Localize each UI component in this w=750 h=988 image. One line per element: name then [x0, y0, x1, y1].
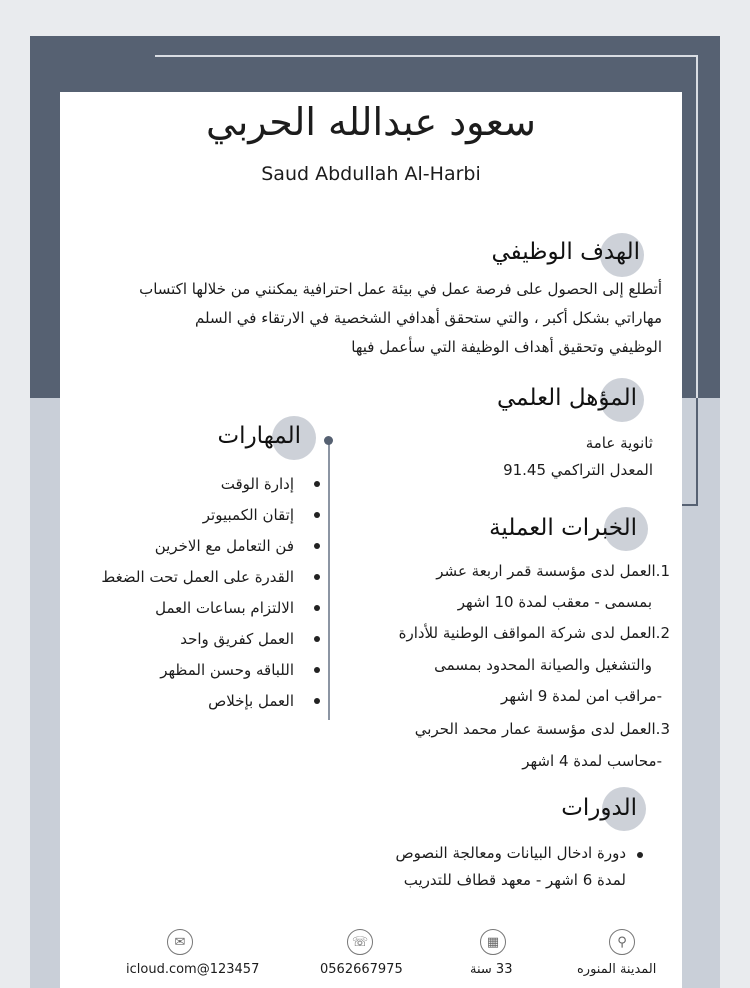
bullet-icon	[314, 512, 320, 518]
experience-title: الخبرات العملية	[489, 515, 637, 541]
skill-item	[150, 625, 330, 656]
skill-item	[150, 532, 330, 563]
objective-title: الهدف الوظيفي	[491, 239, 640, 265]
name-english: Saud Abdullah Al-Harbi	[261, 163, 481, 185]
courses-title: الدورات	[561, 795, 637, 821]
skill-label: فن التعامل مع الاخرين	[154, 537, 294, 555]
location-pin-icon: ⚲	[609, 929, 635, 955]
skill-label: إدارة الوقت	[220, 475, 294, 493]
name-arabic: سعود عبدالله الحربي	[206, 100, 536, 144]
objective-line: مهاراتي بشكل أكبر ، والتي ستحقق أهدافي الشخصية في الارتقاء في السلم	[194, 309, 662, 327]
bullet-icon	[314, 543, 320, 549]
skill-item	[150, 501, 330, 532]
contact-city: المدينة المنوره	[577, 962, 657, 977]
experience-line: 3.العمل لدى مؤسسة عمار محمد الحربي	[414, 720, 670, 738]
experience-line: بمسمى - معقب لمدة 10 اشهر	[457, 593, 652, 611]
experience-line: 1.العمل لدى مؤسسة قمر اربعة عشر	[436, 562, 670, 580]
frame-line	[155, 55, 698, 57]
experience-line: والتشغيل والصيانة المحدود بمسمى	[434, 656, 652, 674]
frame-line	[696, 398, 698, 506]
education-title: المؤهل العلمي	[496, 385, 637, 411]
skill-item	[150, 656, 330, 687]
contact-email[interactable]: icloud.com@123457	[126, 962, 260, 977]
experience-line: -مراقب امن لمدة 9 اشهر	[501, 687, 662, 705]
skills-title: المهارات	[217, 423, 301, 449]
education-degree: ثانوية عامة	[585, 434, 653, 452]
contact-phone[interactable]: 0562667975	[320, 962, 403, 977]
skill-item	[150, 594, 330, 625]
skills-divider-dot	[324, 436, 333, 445]
calendar-icon: ▦	[480, 929, 506, 955]
skill-item	[150, 470, 330, 501]
bullet-icon	[314, 667, 320, 673]
skill-label: القدرة على العمل تحت الضغط	[101, 568, 294, 586]
skills-list	[101, 470, 330, 718]
skill-label: الالتزام بساعات العمل	[155, 599, 294, 617]
skill-label: العمل بإخلاص	[208, 692, 294, 710]
skill-label: العمل كفريق واحد	[180, 630, 294, 648]
experience-line: -محاسب لمدة 4 اشهر	[522, 752, 662, 770]
mail-icon: ✉	[167, 929, 193, 955]
bullet-icon	[314, 605, 320, 611]
contact-age: 33 سنة	[470, 962, 513, 977]
objective-line: أتطلع إلى الحصول على فرصة عمل في بيئة عمل احترافية يمكنني من خلالها اكتساب	[139, 280, 662, 298]
skill-item	[101, 563, 330, 594]
course-line: لمدة 6 اشهر - معهد قطاف للتدريب	[403, 871, 626, 889]
phone-icon: ☏	[347, 929, 373, 955]
frame-line	[682, 504, 698, 506]
bullet-icon	[314, 574, 320, 580]
bullet-icon	[637, 852, 643, 858]
bullet-icon	[314, 698, 320, 704]
bullet-icon	[314, 481, 320, 487]
education-gpa: المعدل التراكمي 91.45	[503, 461, 653, 479]
experience-line: 2.العمل لدى شركة المواقف الوطنية للأدارة	[398, 624, 670, 642]
bullet-icon	[314, 636, 320, 642]
skill-label: اللباقه وحسن المظهر	[160, 661, 294, 679]
objective-line: الوظيفي وتحقيق أهداف الوظيفة التي سأعمل فيها	[351, 338, 662, 356]
course-line: دورة ادخال البيانات ومعالجة النصوص	[395, 844, 626, 862]
skill-item	[150, 687, 330, 718]
skill-label: إتقان الكمبيوتر	[202, 506, 294, 524]
